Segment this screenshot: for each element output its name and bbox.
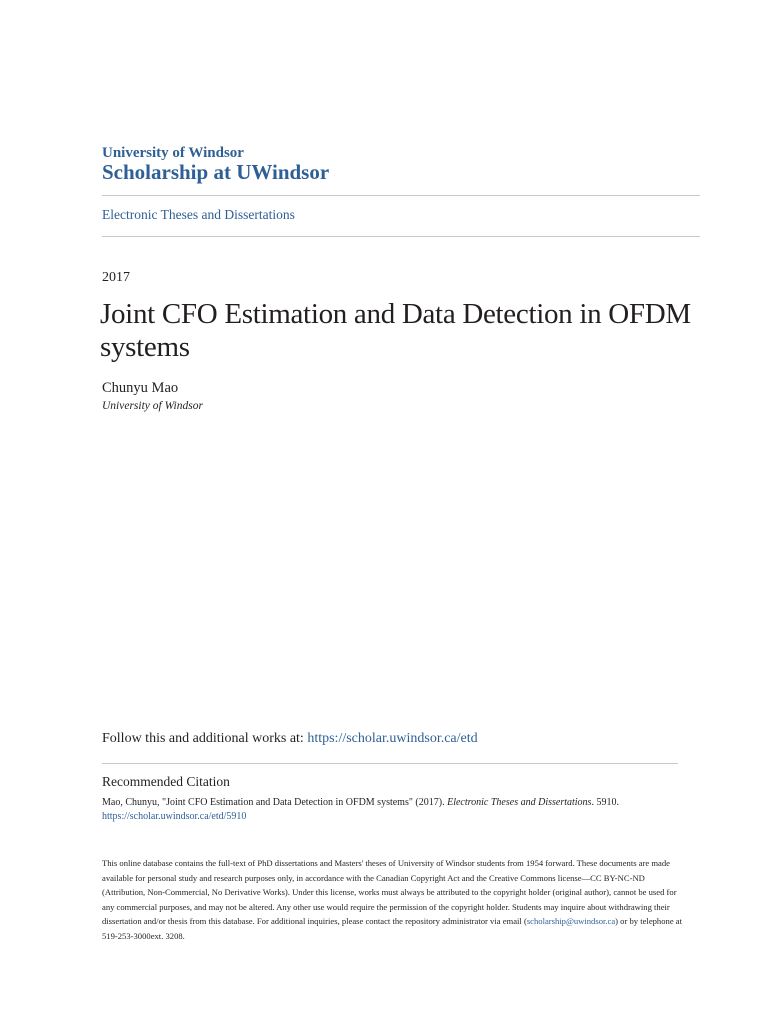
citation-text: Mao, Chunyu, "Joint CFO Estimation and Data Detection in OFDM systems" (2017). bbox=[102, 797, 448, 808]
follow-link[interactable]: https://scholar.uwindsor.ca/etd bbox=[307, 731, 478, 746]
thesis-title: Joint CFO Estimation and Data Detection in OFDM systems bbox=[100, 298, 691, 363]
citation-number: . 5910. bbox=[591, 797, 619, 808]
divider-middle bbox=[102, 236, 700, 237]
author-name: Chunyu Mao bbox=[102, 380, 179, 396]
collection-link[interactable]: Electronic Theses and Dissertations bbox=[102, 207, 295, 222]
divider-top bbox=[102, 195, 700, 196]
publication-year: 2017 bbox=[102, 270, 130, 285]
disclaimer-block bbox=[102, 856, 682, 944]
disclaimer-contact: ) or by telephone at 519-253-3000ext. 3208. bbox=[102, 916, 682, 941]
contact-email-link[interactable]: scholarship@uwindsor.ca bbox=[526, 916, 616, 927]
citation-heading: Recommended Citation bbox=[102, 774, 230, 789]
follow-label: Follow this and additional works at: bbox=[102, 731, 308, 746]
citation-link[interactable]: https://scholar.uwindsor.ca/etd/5910 bbox=[102, 811, 247, 822]
author-affiliation: University of Windsor bbox=[102, 400, 203, 412]
citation-series: Electronic Theses and Dissertations bbox=[447, 797, 592, 808]
citation-block bbox=[102, 796, 682, 824]
divider-citation bbox=[102, 763, 678, 764]
follow-line bbox=[102, 731, 478, 747]
repository-name[interactable]: Scholarship at UWindsor bbox=[102, 160, 330, 184]
university-name[interactable]: University of Windsor bbox=[102, 145, 244, 161]
disclaimer-text: This online database contains the full-text of PhD dissertations and Masters' theses of University of Windsor students from 1954 forward. These documents are made available for personal study and research purposes only, in accordance with the Canadian Copyright Act and the Creative Commons license—CC BY-NC-ND (Attribution, Non-Commercial, No Derivative Works). Under this license, works must always be attributed to the copyright holder (original author), cannot be used for any commercial purposes, and may not be altered. Any other use would require the permission of the copyright holder. Students may inquire about withdrawing their dissertation and/or thesis from this database. For additional inquiries, please contact the repository administrator via email ( bbox=[102, 858, 677, 927]
